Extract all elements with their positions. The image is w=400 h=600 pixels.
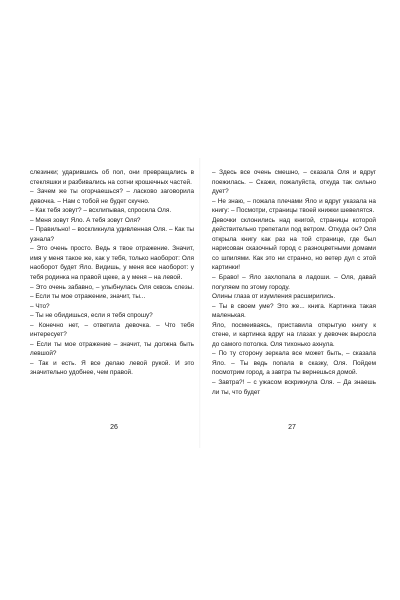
- paragraph: – По ту сторону зеркала все может быть, – сказала Яло. – Ты ведь попала в сказку, Оля. Пойдем посмотрим город, а завтра ты вернешься домой.: [212, 350, 376, 377]
- book-spread: [0, 158, 400, 448]
- left-page-number: 26: [110, 424, 118, 431]
- paragraph: Яло, посмеиваясь, приставила открытую книгу к стене, и картинка вдруг на глазах у девочек выросла до самого потолка. Оля тихонько ахнула.: [212, 321, 376, 348]
- paragraph: – Что?: [30, 302, 50, 310]
- paragraph: – Если ты мое отражение – значит, ты должна быть левшой?: [30, 340, 194, 358]
- paragraph: – Ты не обидишься, если я тебя спрошу?: [30, 312, 153, 320]
- paragraph: – Не знаю, – пожала плечами Яло и вдруг указала на книгу: – Посмотри, страницы твоей книжки шевелятся.: [212, 197, 376, 215]
- paragraph: – Конечно нет, – ответила девочка. – Что тебя интересует?: [30, 321, 194, 339]
- paragraph: – Правильно! – воскликнула удивленная Оля. – Как ты узнала?: [30, 226, 194, 243]
- right-page-number: 27: [288, 424, 296, 431]
- paragraph: – Завтра?! – с ужасом вскрикнула Оля. – Да знаешь ли ты, что будет: [212, 379, 376, 396]
- book-gutter: [199, 158, 201, 448]
- paragraph: – Как тебя зовут? – всхлипывая, спросила Оля.: [30, 207, 172, 215]
- paragraph: – Ты в своем уме? Это же... книга. Картинка такая маленькая.: [212, 302, 376, 320]
- paragraph: Девочки склонились над книгой, страницы которой действительно трепетали под ветром. Откуда он? Оля открыла книгу как раз на той странице, где был нарисован сказочный город с разноцветными домами со шпилями. Как это ни странно, но ветер дул с этой картинки!: [212, 216, 376, 272]
- paragraph: Олины глаза от изумления расширились.: [212, 293, 336, 301]
- right-page-text: [212, 168, 376, 397]
- paragraph: – Здесь все очень смешно, – сказала Оля и вдруг поежилась. – Скажи, пожалуйста, откуда так сильно дует?: [212, 169, 376, 196]
- paragraph: – Браво! – Яло захлопала в ладоши. – Оля, давай погуляем по этому городу.: [212, 274, 376, 291]
- paragraph: – Зачем же ты огорчаешься? – ласково заговорила девочка. – Нам с тобой не будет скучно.: [30, 188, 194, 205]
- paragraph: – Меня зовут Яло. А тебя зовут Оля?: [30, 216, 141, 224]
- left-page-text: [30, 168, 194, 378]
- paragraph: – Это очень забавно, – улыбнулась Оля сквозь слезы. – Если ты мое отражение, значит, ты...: [30, 283, 194, 301]
- paragraph: – Так и есть. Я все делаю левой рукой. И это значительно удобнее, чем правой.: [30, 359, 194, 377]
- paragraph: – Это очень просто. Ведь я твое отражение. Значит, имя у меня такое же, как у тебя, только наоборот: Оля наоборот будет Яло. Видишь, у меня все наоборот: у тебя родинка на правой щеке, а у меня – на левой.: [30, 245, 194, 282]
- paragraph: слезинки; ударившись об пол, они превращались в стекляшки и разбивались на сотни крошечных частей.: [30, 169, 194, 186]
